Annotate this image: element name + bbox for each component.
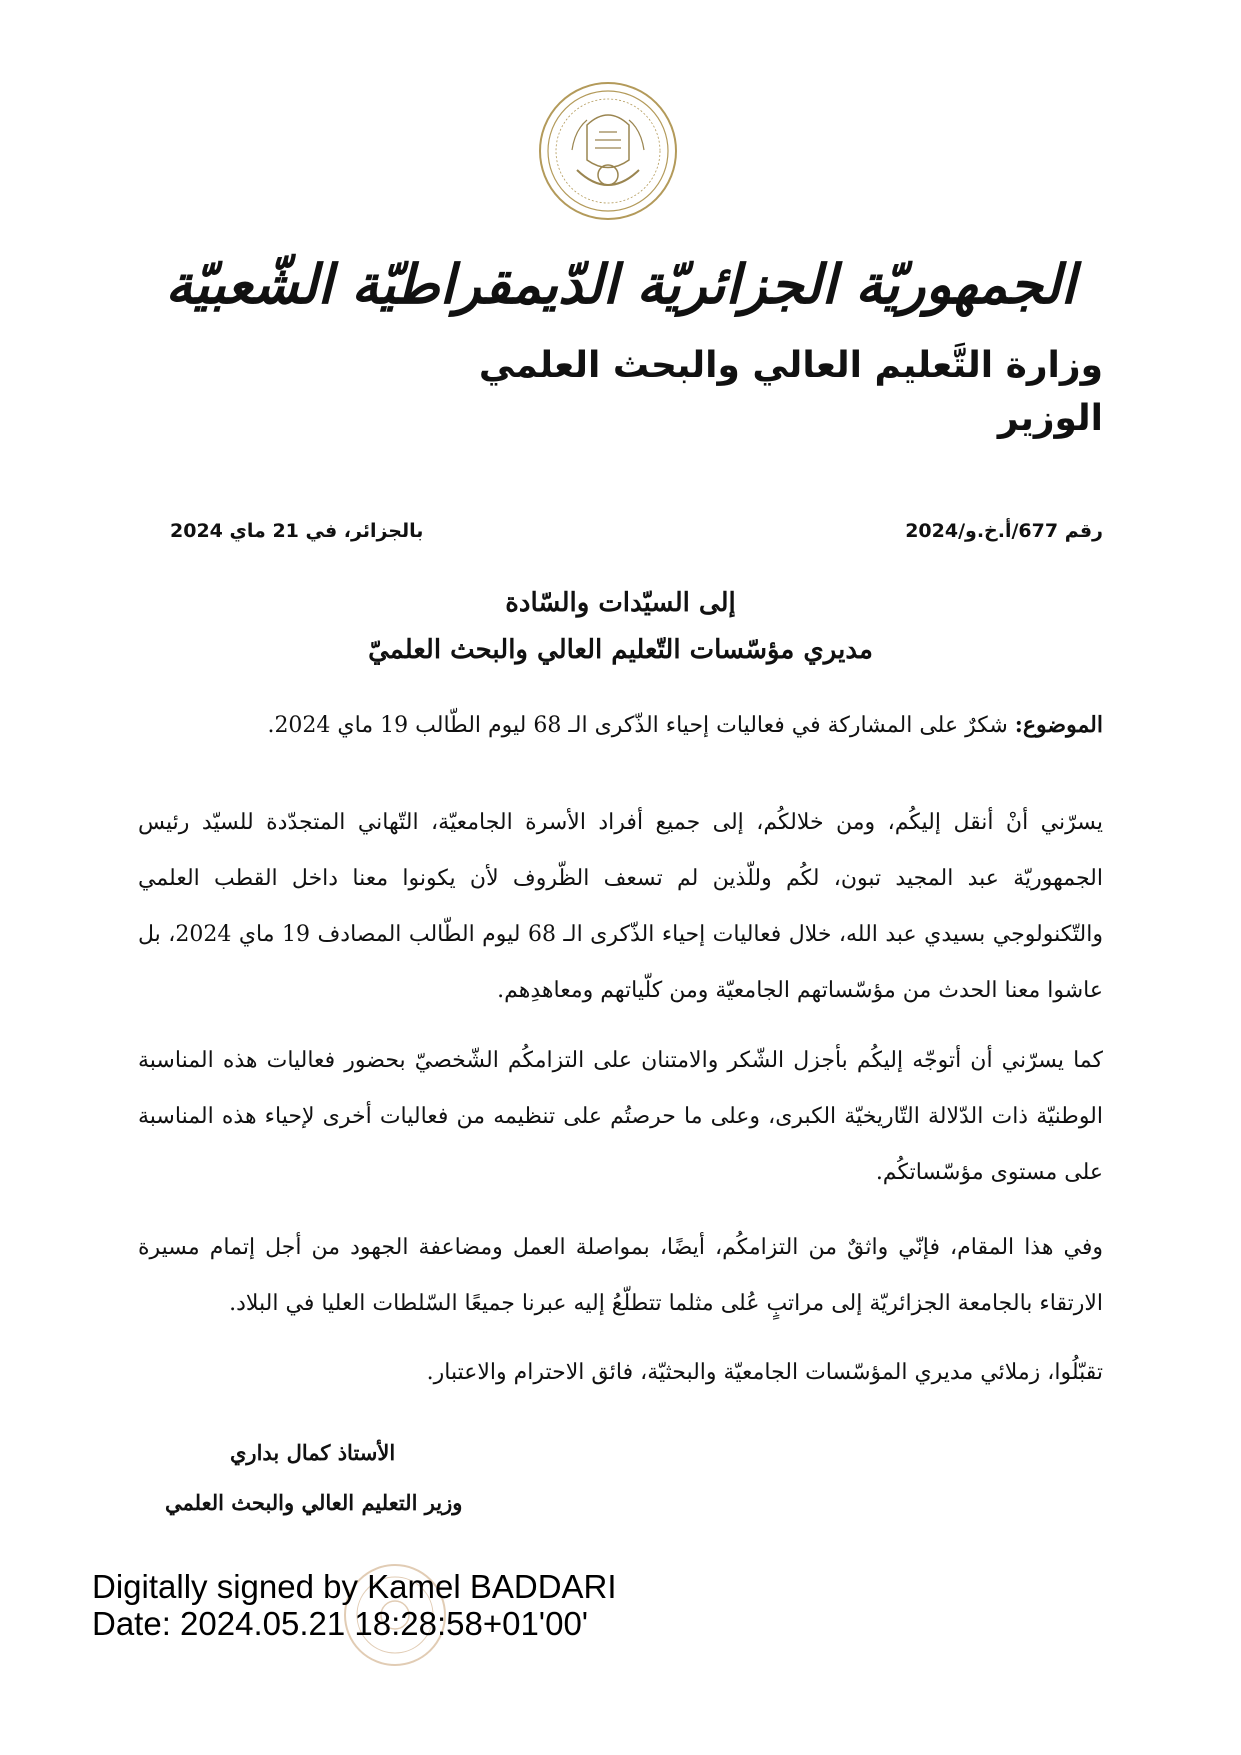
minister-office: الوزير xyxy=(997,398,1103,439)
addressee-line-2: مديري مؤسّسات التّعليم العالي والبحث العلميّ xyxy=(368,635,873,665)
subject-text: شكرٌ على المشاركة في فعاليات إحياء الذّكرى الـ 68 ليوم الطّالب 19 ماي 2024. xyxy=(267,713,1015,738)
addressee-line-1: إلى السيّدات والسّادة xyxy=(505,588,736,618)
state-emblem-icon xyxy=(537,80,679,222)
body-paragraph-3: وفي هذا المقام، فإنّي واثقٌ من التزامكُم، أيضًا، بمواصلة العمل ومضاعفة الجهود من أجل إتمام مسيرة الارتقاء بالجامعة الجزائريّة إلى مراتبٍ عُلى مثلما تتطلّعُ إليه عبرنا جميعًا السّلطات العليا في البلاد. xyxy=(138,1235,1103,1316)
digital-signature-line-1: Digitally signed by Kamel BADDARI xyxy=(92,1568,617,1605)
signatory-name: الأستاذ كمال بداري xyxy=(230,1440,396,1465)
reference-number: رقم 677/أ.خ.و/2024 xyxy=(905,520,1103,542)
republic-title: الجمهوريّة الجزائريّة الدّيمقراطيّة الشّعبيّة xyxy=(165,252,1076,316)
subject-line xyxy=(160,712,1103,738)
body-paragraph-4: تقبّلُوا، زملائي مديري المؤسّسات الجامعيّة والبحثيّة، فائق الاحترام والاعتبار. xyxy=(426,1360,1103,1385)
subject-label: الموضوع: xyxy=(1014,712,1103,738)
ministry-name: وزارة التَّعليم العالي والبحث العلمي xyxy=(478,345,1103,386)
place-date: بالجزائر، في 21 ماي 2024 xyxy=(170,520,424,542)
body-paragraph-2: كما يسرّني أن أتوجّه إليكُم بأجزل الشّكر والامتنان على التزامكُم الشّخصيّ بحضور فعاليات هذه المناسبة الوطنيّة ذات الدّلالة التّاريخيّة الكبرى، وعلى ما حرصتُم على تنظيمه من فعاليات أخرى لإحياء هذه المناسبة على مستوى مؤسّساتكُم. xyxy=(138,1048,1103,1185)
digital-signature-date: Date: 2024.05.21 18:28:58+01'00' xyxy=(92,1605,589,1642)
signatory-title: وزير التعليم العالي والبحث العلمي xyxy=(165,1490,463,1515)
body-paragraph-1: يسرّني أنْ أنقل إليكُم، ومن خلالكُم، إلى جميع أفراد الأسرة الجامعيّة، التّهاني المتجدّدة للسيّد رئيس الجمهوريّة عبد المجيد تبون، لكُم وللّذين لم تسعف الظّروف لأن يكونوا معنا داخل القطب العلمي والتّكنولوجي بسيدي عبد الله، خلال فعاليات إحياء الذّكرى الـ 68 ليوم الطّالب المصادف 19 ماي 2024، بل عاشوا معنا الحدث من مؤسّساتهم الجامعيّة ومن كلّياتهم ومعاهدِهم. xyxy=(138,810,1103,1003)
